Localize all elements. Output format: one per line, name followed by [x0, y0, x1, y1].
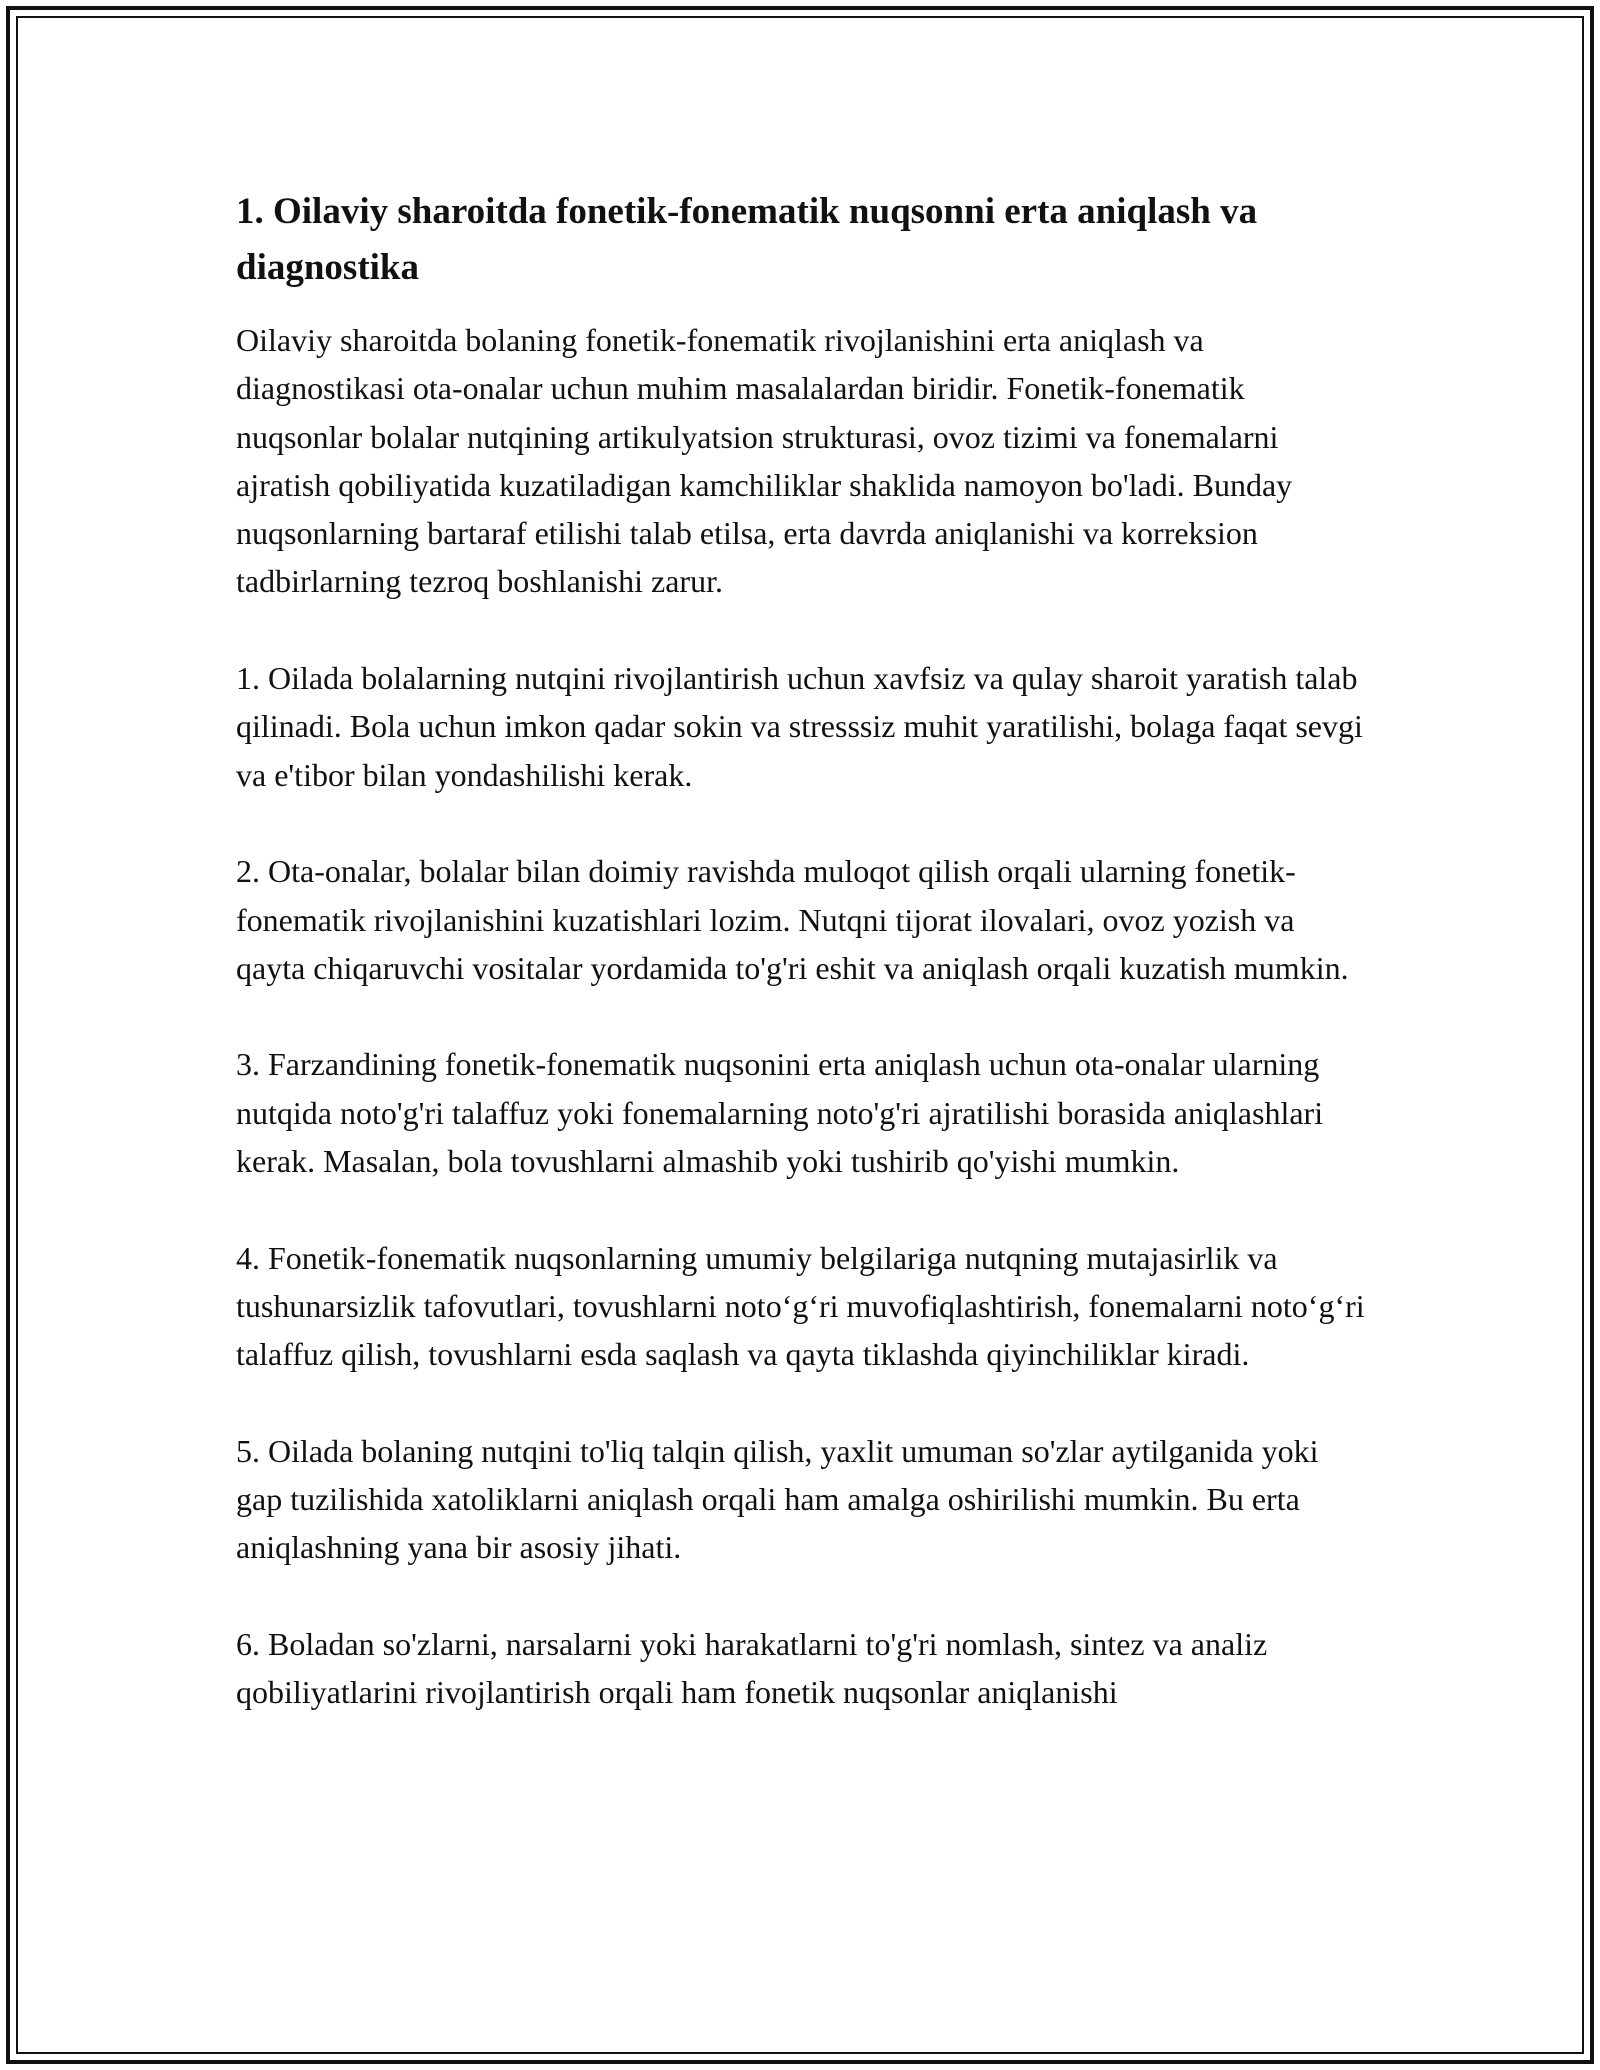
- list-item-3: 3. Farzandining fonetik-fonematik nuqsonini erta aniqlash uchun ota-onalar ularning nutqida noto'g'ri talaffuz yoki fonemalarning noto'g'ri ajratilishi borasida aniqlashlari kerak. Masalan, bola tovushlarni almashib yoki tushirib qo'yishi mumkin.: [236, 1046, 1324, 1180]
- list-item-1: 1. Oilada bolalarning nutqini rivojlantirish uchun xavfsiz va qulay sharoit yaratish talab qilinadi. Bola uchun imkon qadar sokin va stresssiz muhit yaratilishi, bolaga faqat sevgi va e'tibor bilan yondashilishi kerak.: [236, 660, 1363, 793]
- list-item-4: 4. Fonetik-fonematik nuqsonlarning umumiy belgilariga nutqning mutajasirlik va tushunarsizlik tafovutlari, tovushlarni noto‘g‘ri muvofiqlashtirish, fonemalarni noto‘g‘ri talaffuz qilish, tovushlarni esda saqlash va qayta tiklashda qiyinchiliklar kiradi.: [236, 1239, 1365, 1373]
- list-item-2: 2. Ota-onalar, bolalar bilan doimiy ravishda muloqot qilish orqali ularning fonetik-fonematik rivojlanishini kuzatishlari lozim. Nutqni tijorat ilovalari, ovoz yozish va qayta chiqaruvchi vositalar yordamida to'g'ri eshit va aniqlash orqali kuzatish mumkin.: [236, 853, 1349, 986]
- intro-paragraph: Oilaviy sharoitda bolaning fonetik-fonematik rivojlanishini erta aniqlash va diagnostikasi ota-onalar uchun muhim masalalardan biridir. Fonetik-fonematik nuqsonlar bolalar nutqining artikulyatsion strukturasi, ovoz tizimi va fonemalarni ajratish qobiliyatida kuzatiladigan kamchiliklar shaklida namoyon bo'ladi. Bunday nuqsonlarning bartaraf etilishi talab etilsa, erta davrda aniqlanishi va korreksion tadbirlarning tezroq boshlanishi zarur.: [236, 322, 1293, 600]
- document-body: [236, 184, 1366, 1717]
- list-item-5: 5. Oilada bolaning nutqini to'liq talqin qilish, yaxlit umuman so'zlar aytilganida yoki gap tuzilishida xatoliklarni aniqlash orqali ham amalga oshirilishi mumkin. Bu erta aniqlashning yana bir asosiy jihati.: [236, 1432, 1319, 1566]
- document-title: 1. Oilaviy sharoitda fonetik-fonematik nuqsonni erta aniqlash va diagnostika: [236, 191, 1258, 288]
- list-item-6: 6. Boladan so'zlarni, narsalarni yoki harakatlarni to'g'ri nomlash, sintez va analiz qobiliyatlarini rivojlantirish orqali ham fonetik nuqsonlar aniqlanishi: [236, 1626, 1268, 1711]
